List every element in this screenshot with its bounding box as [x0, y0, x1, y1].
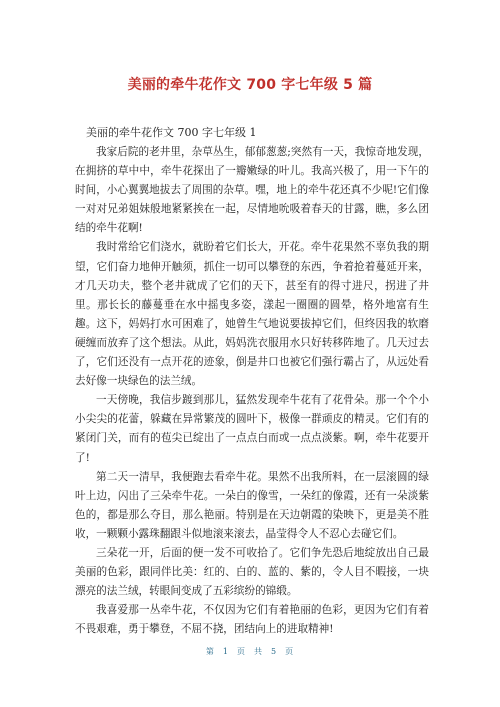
page-footer: [0, 646, 500, 657]
paragraph-3: 一天傍晚，我信步踱到那儿，猛然发现牵牛花有了花骨朵。那一个个小小尖尖的花蕾，躲藏在异常繁茂的圆叶下，极像一群顽皮的精灵。它们有的紧闭门关，而有的苞尖已绽出了一点点白而或一点点淡紫。啊，牵牛花要开了!: [75, 394, 429, 464]
footer-page-label: 第: [205, 647, 215, 656]
footer-page-unit: 页: [237, 647, 246, 656]
footer-total-unit: 页: [285, 647, 295, 656]
document-body: [75, 123, 429, 639]
section-subtitle: 美丽的牵牛花作文 700 字七年级 1: [86, 126, 257, 139]
footer-total-label: 共: [254, 647, 263, 656]
paragraph-6: 我喜爱那一丛牵牛花，不仅因为它们有着艳丽的色彩，更因为它们有着不畏艰难，勇于攀登，不屈不挠，团结向上的进取精神!: [75, 604, 429, 636]
paragraph-1: 我家后院的老井里，杂草丛生，郁郁葱葱;突然有一天，我惊奇地发现，在拥挤的草中中，牵牛花探出了一瓣嫩绿的叶儿。我高兴极了，用一下午的时间，小心翼翼地拔去了周围的杂草。嘿，地上的牵牛花还真不少呢!它们像一对对兄弟姐妹般地紧紧挨在一起，尽情地吮吸着春天的甘露，瞧，多么团结的牵牛花啊!: [75, 146, 429, 235]
footer-page-number: 1: [222, 647, 229, 656]
footer-total-number: 5: [271, 647, 278, 656]
paragraph-4: 第二天一清早，我便跑去看牵牛花。果然不出我所料，在一层滚圆的绿叶上边，闪出了三朵牵牛花。一朵白的像雪，一朵红的像霞，还有一朵淡紫色的，都是那么夺目，那么艳丽。特别是在天边朝霞的染映下，更是美不胜收，一颗颗小露珠翻跟斗似地滚来滚去，晶莹得令人不忍心去碰它们。: [75, 470, 429, 540]
paragraph-5: 三朵花一开，后面的便一发不可收拾了。它们争先恐后地绽放出自己最美丽的色彩，跟同伴比美：红的、白的、蓝的、紫的，令人目不暇接，一块漂亮的法兰绒，转眼间变成了五彩缤纷的锦缎。: [75, 546, 429, 598]
paragraph-2: 我时常给它们浇水，就盼着它们长大，开花。牵牛花果然不辜负我的期望，它们奋力地伸开触须，抓住一切可以攀登的东西，争着抢着蔓延开来，才几天功夫，整个老井就成了它们的天下，甚至有的得寸进尺，拐进了井里。那长长的藤蔓垂在水中摇曳多姿，漾起一圈圈的圆晕，格外地富有生趣。这下，妈妈打水可困难了，她曾生气地说要拔掉它们，但终因我的软磨硬缠而放弃了这个想法。从此，妈妈洗衣服用水只好转移阵地了。几天过去了，它们还没有一点开花的迹象，倒是井口也被它们强行霸占了，从远处看去好像一块绿色的法兰绒。: [75, 241, 429, 388]
document-title: 美丽的牵牛花作文 700 字七年级 5 篇: [127, 77, 373, 93]
